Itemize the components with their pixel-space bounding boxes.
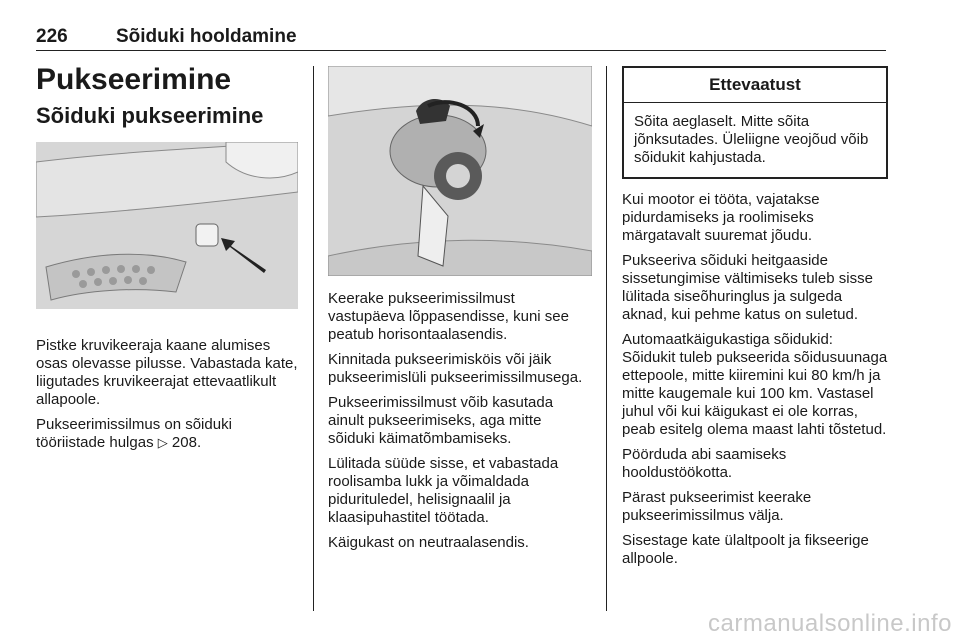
paragraph: Kui mootor ei tööta, vajatakse pidurdamiseks ja roolimiseks märgatavalt suuremat jõudu. — [622, 191, 820, 244]
column-left — [36, 62, 298, 460]
paragraph: Käigukast on neutraalasendis. — [328, 534, 529, 551]
paragraph: Pistke kruvikeeraja kaane alumises osas olevasse pilusse. Vabastada kate, liigutades kruvikeerajat ettevaatlikult allapoole. — [36, 337, 298, 408]
caution-text: Sõita aeglaselt. Mitte sõita jõnksutades. Üleliigne veojõud võib sõidukit kahjustada. — [634, 113, 869, 166]
bumper-cover-illustration — [36, 142, 298, 309]
towing-eye-drawing — [328, 66, 592, 276]
paragraph: Sisestage kate ülaltpoolt ja fikseerige allpoole. — [622, 532, 869, 567]
watermark: carmanualsonline.info — [708, 610, 952, 637]
paragraph-text: Pukseerimissilmus on sõiduki tööriistade hulgas — [36, 416, 232, 451]
paragraph: Pärast pukseerimist keerake pukseerimissilmus välja. — [622, 489, 812, 524]
page-heading: Pukseerimine — [36, 63, 232, 96]
paragraph: Lülitada süüde sisse, et vabastada roolisamba lukk ja võimaldada pidurituledel, helisignaalil ja klaasipuhastitel töötada. — [328, 455, 559, 526]
column-middle — [328, 62, 592, 559]
column-divider — [606, 66, 607, 611]
page-reference[interactable]: 208. — [171, 434, 202, 451]
paragraph: Keerake pukseerimissilmust vastupäeva lõppasendisse, kuni see peatub horisontaalasendis. — [328, 290, 569, 343]
paragraph: Pukseerimissilmust võib kasutada ainult pukseerimiseks, aga mitte sõiduki käimatõmbamiseks. — [328, 394, 554, 447]
page-number: 226 — [36, 26, 68, 47]
bumper-cover-drawing — [36, 142, 298, 309]
paragraph-with-ref — [36, 416, 298, 453]
page-reference-icon: ▷ — [157, 436, 168, 451]
caution-title: Ettevaatust — [624, 68, 886, 103]
paragraph: Kinnitada pukseerimisköis või jäik pukseerimislüli pukseerimissilmusega. — [328, 351, 583, 386]
paragraph: Automaatkäigukastiga sõidukid: Sõidukit tuleb pukseerida sõidusuunaga ettepoole, mitte kiiremini kui 80 km/h ja mitte kaugemale kui 100 km. Vastasel juhul või kui käigukast ei ole korras, peab esitelg olema maast lahti tõstetud. — [622, 331, 888, 438]
section-title: Sõiduki hooldamine — [116, 26, 297, 47]
paragraph: Pöörduda abi saamiseks hooldustöökotta. — [622, 446, 787, 481]
page-subheading: Sõiduki pukseerimine — [36, 103, 264, 128]
column-divider — [313, 66, 314, 611]
paragraph: Pukseeriva sõiduki heitgaaside sissetungimise vältimiseks tuleb sisse lülitada siseõhuringlus ja sulgeda aknad, kui pehme katus on suletud. — [622, 252, 873, 323]
caution-box — [622, 66, 888, 179]
page-header — [36, 26, 886, 51]
towing-eye-illustration — [328, 66, 592, 276]
column-right — [622, 62, 888, 575]
